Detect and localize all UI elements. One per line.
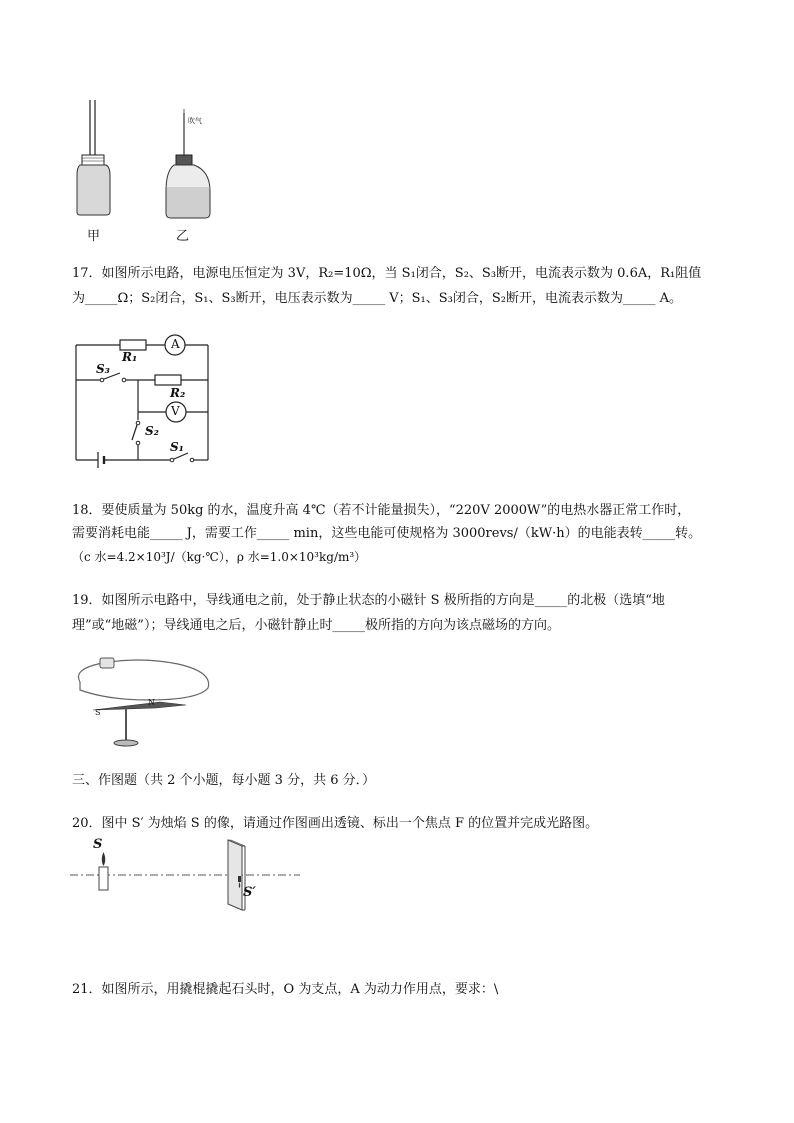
needle-n-label: N [148, 698, 155, 707]
r2-label: R₂ [170, 386, 186, 400]
q19-line-1: 19．如图所示电路中，导线通电之前，处于静止状态的小磁针 S 极所指的方向是_____的北极（选填“地 [72, 593, 665, 608]
label-yi: 乙 [176, 229, 190, 244]
q19-line-2: 理”或“地磁”）；导线通电之后，小磁针静止时_____极所指的方向为该点磁场的方向。 [72, 618, 560, 633]
q18-line-3: （c 水=4.2×10³J/（kg·℃），ρ 水=1.0×10³kg/m³） [72, 550, 367, 564]
compass-wire-figure [68, 650, 218, 750]
circuit-diagram [70, 330, 220, 470]
image-s-prime-label: S′ [243, 885, 256, 900]
q20-line-1: 20．图中 S′ 为烛焰 S 的像，请通过作图画出透镜、标出一个焦点 F 的位置并完成光路图。 [72, 816, 599, 831]
bottle-jia [77, 100, 110, 215]
voltmeter-label: V [171, 404, 180, 418]
source-s-label: S [93, 837, 103, 852]
s1-label: S₁ [170, 440, 184, 454]
q21-line-1: 21．如图所示，用撬棍撬起石头时，O 为支点，A 为动力作用点，要求：\ [72, 982, 499, 997]
label-jia: 甲 [87, 229, 101, 244]
blow-label: 吹气 [188, 117, 202, 125]
section-heading: 三、作图题（共 2 个小题，每小题 3 分，共 6 分．） [72, 773, 376, 788]
q17-line-2: 为_____Ω；S₂闭合，S₁、S₃断开，电压表示数为_____ V；S₁、S₃闭合，S₂断开，电流表示数为_____ A。 [72, 291, 683, 306]
s3-label: S₃ [96, 362, 110, 376]
q17-line-1: 17．如图所示电路，电源电压恒定为 3V，R₂=10Ω，当 S₁闭合，S₂、S₃断开，电流表示数为 0.6A，R₁阻值 [72, 266, 702, 281]
ammeter-label: A [171, 337, 180, 351]
s2-label: S₂ [145, 424, 159, 438]
q18-line-2: 需要消耗电能_____ J，需要工作_____ min，这些电能可使规格为 3000revs/（kW·h）的电能表转_____转。 [72, 526, 702, 541]
needle-s-label: S [95, 708, 101, 717]
bottle-figure [70, 95, 230, 245]
q18-line-1: 18．要使质量为 50kg 的水，温度升高 4℃（若不计能量损失），“220V 2000W”的电热水器正常工作时， [72, 503, 691, 518]
optics-figure [70, 838, 310, 913]
r1-label: R₁ [122, 350, 138, 364]
